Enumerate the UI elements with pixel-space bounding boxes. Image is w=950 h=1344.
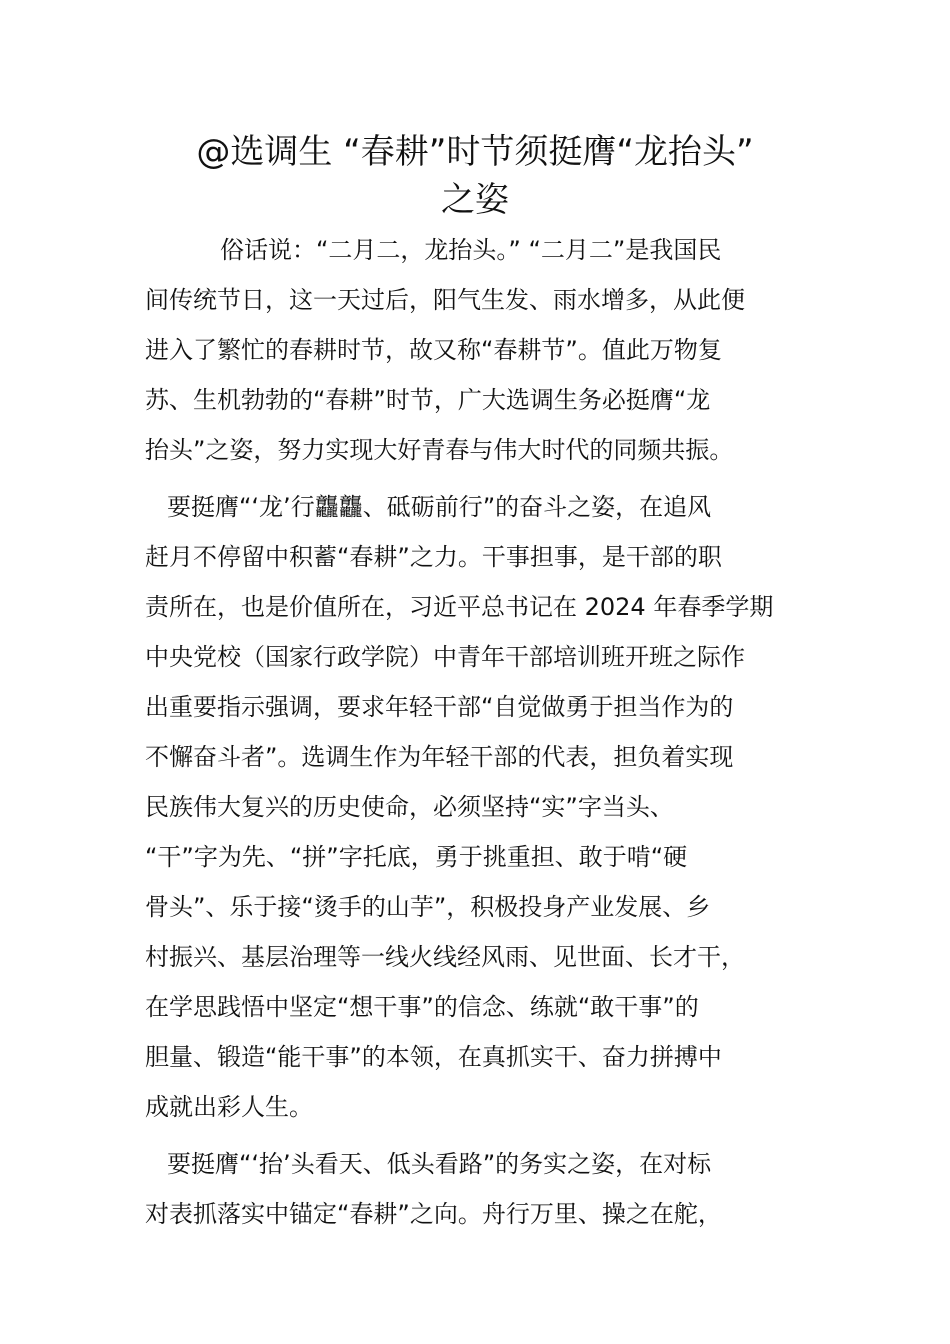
paragraph-2-line-11: 在学思践悟中坚定“想干事”的信念、练就“敢干事”的 bbox=[145, 993, 699, 1021]
paragraph-1-line-2: 间传统节日，这一天过后，阳气生发、雨水增多，从此便 bbox=[145, 286, 745, 314]
paragraph-2-line-9: 骨头”、乐于接“烫手的山芋”，积极投身产业发展、乡 bbox=[145, 893, 711, 921]
title-line-1: @选调生 “春耕”时节须挺膺“龙抬头” bbox=[196, 132, 754, 172]
paragraph-2-line-6: 不懈奋斗者”。选调生作为年轻干部的代表，担负着实现 bbox=[145, 743, 734, 771]
paragraph-2-line-7: 民族伟大复兴的历史使命，必须坚持“实”字当头、 bbox=[145, 793, 674, 821]
paragraph-2-line-13: 成就出彩人生。 bbox=[145, 1093, 313, 1121]
title-line-2: 之姿 bbox=[441, 180, 509, 220]
paragraph-3-line-2: 对表抓落实中锚定“春耕”之向。舟行万里、操之在舵， bbox=[145, 1200, 722, 1228]
paragraph-1-line-4: 苏、生机勃勃的“春耕”时节，广大选调生务必挺膺“龙 bbox=[145, 386, 711, 414]
paragraph-2-line-5: 出重要指示强调，要求年轻干部“自觉做勇于担当作为的 bbox=[145, 693, 734, 721]
document-title bbox=[140, 128, 810, 224]
paragraph-3-line-1: 要挺膺“‘抬’头看天、低头看路”的务实之姿，在对标 bbox=[167, 1150, 712, 1178]
paragraph-2-line-1: 要挺膺“‘龙’行龘龘、砥砺前行”的奋斗之姿，在追风 bbox=[167, 493, 712, 521]
paragraph-2-line-8: “干”字为先、“拼”字托底，勇于挑重担、敢于啃“硬 bbox=[145, 843, 688, 871]
paragraph-2-line-2: 赶月不停留中积蓄“春耕”之力。干事担事，是干部的职 bbox=[145, 543, 722, 571]
paragraph-2-line-4: 中央党校（国家行政学院）中青年干部培训班开班之际作 bbox=[145, 643, 745, 671]
paragraph-1-line-5: 抬头”之姿，努力实现大好青春与伟大时代的同频共振。 bbox=[145, 436, 734, 464]
paragraph-2-line-3: 责所在，也是价值所在，习近平总书记在 2024 年春季学期 bbox=[145, 593, 774, 621]
document-body bbox=[145, 225, 810, 1239]
paragraph-1-line-3: 进入了繁忙的春耕时节，故又称“春耕节”。值此万物复 bbox=[145, 336, 722, 364]
paragraph-2-line-12: 胆量、锻造“能干事”的本领，在真抓实干、奋力拼搏中 bbox=[145, 1043, 722, 1071]
paragraph-1-line-1: 俗话说：“二月二，龙抬头。” “二月二”是我国民 bbox=[220, 236, 722, 264]
paragraph-2-line-10: 村振兴、基层治理等一线火线经风雨、见世面、长才干， bbox=[145, 943, 745, 971]
